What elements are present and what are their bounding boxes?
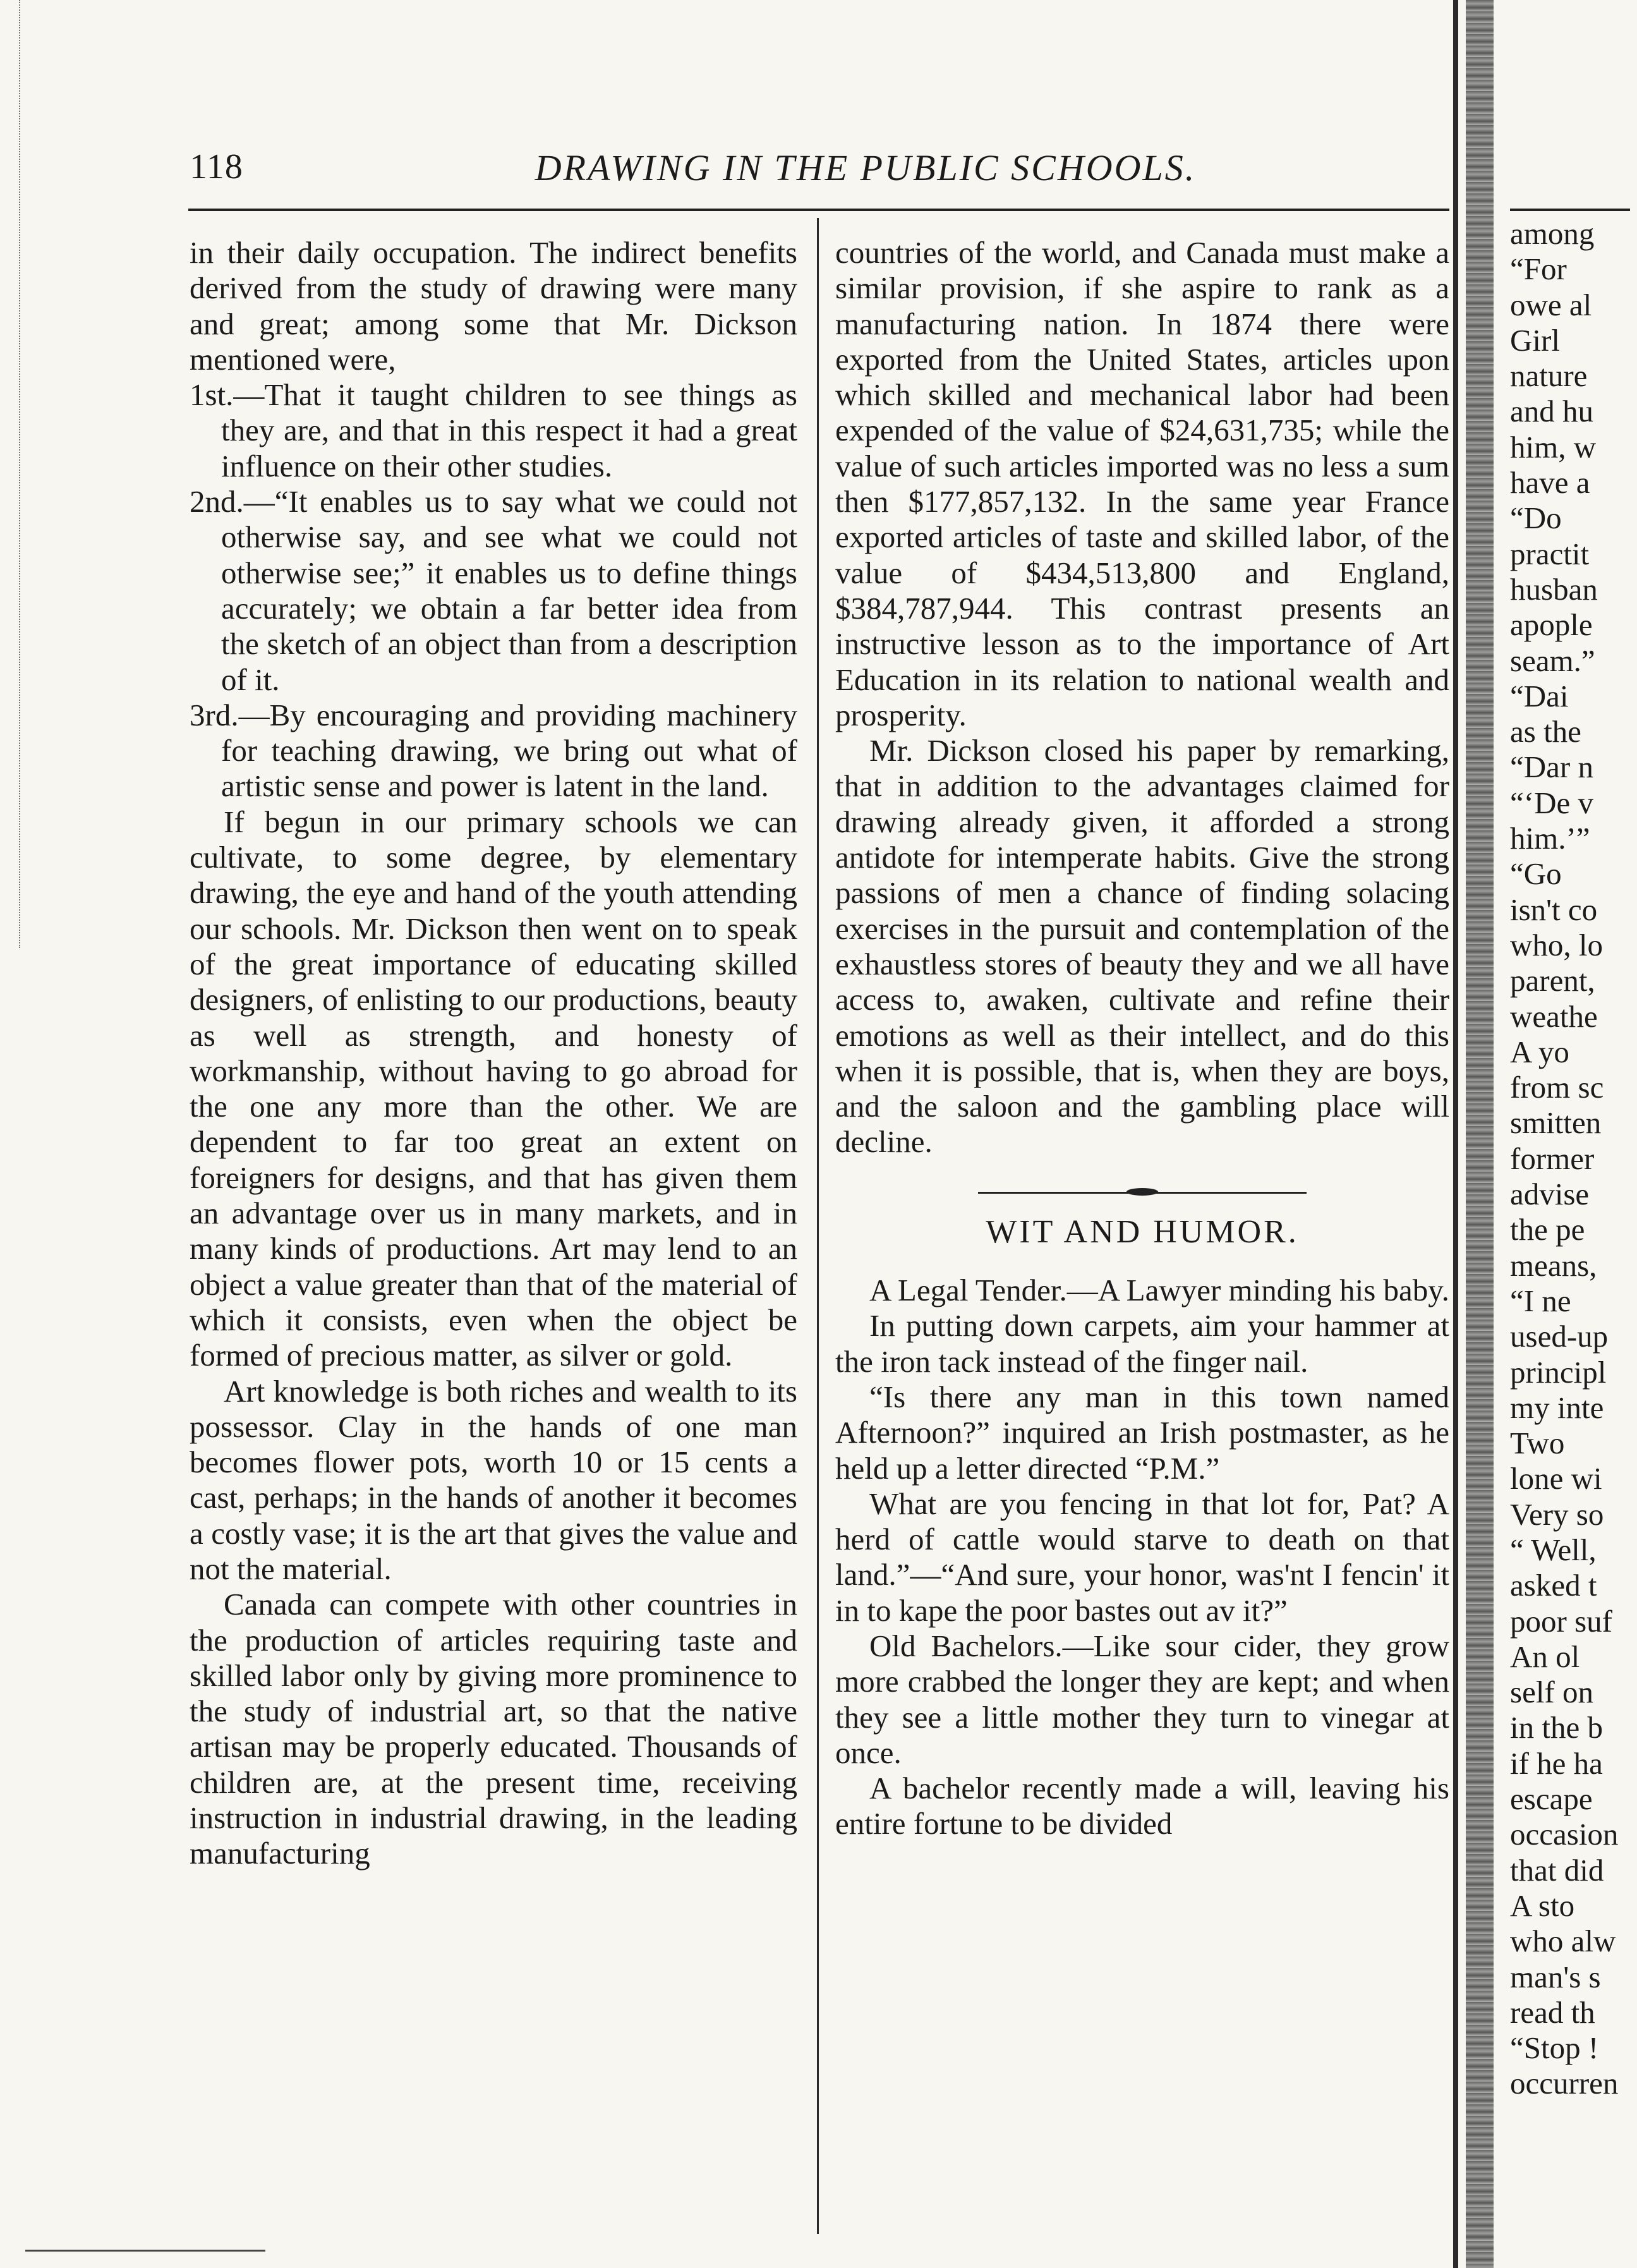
facing-page-line: parent, xyxy=(1510,963,1595,998)
list-number: 2nd.— xyxy=(190,484,275,519)
facing-page-line: An ol xyxy=(1510,1639,1580,1674)
facing-page-line: “ Well, xyxy=(1510,1532,1597,1567)
facing-page-line: escape xyxy=(1510,1781,1593,1817)
facing-page-line: man's s xyxy=(1510,1959,1601,1994)
facing-page-line: nature xyxy=(1510,358,1588,394)
middle-column xyxy=(835,235,1449,1842)
facing-page-line: occasion xyxy=(1510,1817,1619,1852)
facing-page-line: asked t xyxy=(1510,1568,1597,1603)
page-edge-left xyxy=(0,0,20,948)
facing-page-line: among xyxy=(1510,216,1595,251)
binding-edge xyxy=(1453,0,1458,2268)
facing-page-line: “Dai xyxy=(1510,678,1569,713)
column-divider xyxy=(817,218,819,2234)
running-title: DRAWING IN THE PUBLIC SCHOOLS. xyxy=(535,147,1197,188)
facing-page-line: if he ha xyxy=(1510,1745,1603,1781)
list-text: By encouraging and providing machinery for teaching drawing, we bring out what of artistic sense and power is latent in the land. xyxy=(221,697,797,804)
left-column xyxy=(190,235,797,1872)
facing-page-line: that did xyxy=(1510,1852,1604,1888)
facing-page-line: and hu xyxy=(1510,394,1593,429)
facing-page-line: used-up xyxy=(1510,1319,1609,1354)
facing-page-rule xyxy=(1510,209,1630,211)
facing-page-fragment xyxy=(1510,209,1637,2102)
facing-page-line: poor suf xyxy=(1510,1603,1612,1639)
header-rule xyxy=(188,209,1449,211)
facing-page-line: principl xyxy=(1510,1354,1607,1390)
facing-page-line: who, lo xyxy=(1510,927,1603,962)
wit-item: A bachelor recently made a will, leaving his entire fortune to be divided xyxy=(835,1771,1449,1841)
facing-page-line: my inte xyxy=(1510,1390,1604,1425)
facing-page-line: Very so xyxy=(1510,1496,1604,1532)
wit-item: In putting down carpets, aim your hammer at the iron tack instead of the finger nail. xyxy=(835,1308,1449,1379)
facing-page-line: “‘De v xyxy=(1510,785,1593,820)
wit-item: A Legal Tender.—A Lawyer minding his baby. xyxy=(869,1273,1449,1308)
benefits-list xyxy=(190,377,797,804)
facing-page-line: means, xyxy=(1510,1247,1597,1283)
facing-page-line: seam.” xyxy=(1510,643,1595,678)
opening-paragraph: in their daily occupation. The indirect benefits derived from the study of drawing were many and great; among some that Mr. Dickson mentioned were, xyxy=(190,235,797,377)
page-number: 118 xyxy=(190,147,243,186)
facing-page-line: apople xyxy=(1510,607,1593,643)
facing-page-line: Two xyxy=(1510,1426,1565,1461)
wit-item: Old Bachelors.—Like sour cider, they grow more crabbed the longer they are kept; and when they see a little mother they turn to vinegar at once. xyxy=(835,1628,1449,1770)
facing-page-line: “Go xyxy=(1510,856,1562,892)
list-item xyxy=(190,377,797,484)
paragraph: Art knowledge is both riches and wealth to its possessor. Clay in the hands of one man becomes flower pots, worth 10 or 15 cents a cast, perhaps; in the hands of another it becomes a costly vase; it is the art that gives the value and not the material. xyxy=(190,1373,797,1586)
list-number: 3rd.— xyxy=(190,697,270,732)
facing-page-line: smitten xyxy=(1510,1105,1602,1141)
list-text: That it taught children to see things as they are, and that in this respect it had a great influence on their other studies. xyxy=(221,377,797,483)
facing-page-line: advise xyxy=(1510,1177,1590,1212)
facing-page-line: “I ne xyxy=(1510,1283,1571,1318)
facing-page-line: the pe xyxy=(1510,1212,1585,1247)
facing-page-line: owe al xyxy=(1510,287,1592,322)
book-binding xyxy=(1466,0,1494,2268)
facing-page-line: practit xyxy=(1510,536,1590,571)
list-item xyxy=(190,698,797,804)
facing-page-line: “Dar n xyxy=(1510,749,1593,785)
facing-page-line: “Do xyxy=(1510,500,1562,536)
facing-page-line: isn't co xyxy=(1510,892,1598,927)
facing-page-line: as the xyxy=(1510,714,1581,749)
facing-page-line: A yo xyxy=(1510,1034,1569,1069)
list-text: “It enables us to say what we could not otherwise say, and see what we could not otherwise see;” it enables us to define things accurately; we obtain a far better idea from the sketch of an object than from a description of it. xyxy=(221,484,797,697)
list-number: 1st.— xyxy=(190,377,265,413)
facing-page-line: occurren xyxy=(1510,2066,1619,2101)
facing-page-line: “Stop ! xyxy=(1510,2030,1599,2066)
facing-page-line: read th xyxy=(1510,1994,1595,2030)
section-title: WIT AND HUMOR. xyxy=(986,1213,1299,1250)
facing-page-line: in the b xyxy=(1510,1710,1603,1745)
facing-page-line: former xyxy=(1510,1141,1595,1176)
bottom-edge-mark xyxy=(25,2250,265,2252)
facing-page-line: who alw xyxy=(1510,1924,1616,1959)
facing-page-line: husban xyxy=(1510,571,1598,607)
facing-page-line: Girl xyxy=(1510,322,1560,358)
facing-page-line: have a xyxy=(1510,465,1590,500)
facing-page-line: him.’” xyxy=(1510,821,1590,856)
list-item xyxy=(190,484,797,698)
facing-page-line: weathe xyxy=(1510,998,1598,1034)
paragraph: If begun in our primary schools we can cultivate, to some degree, by elementary drawing, the eye and hand of the youth attending our schools. Mr. Dickson then went on to speak of the great importance of educating skilled designers, of enlisting to our productions, beauty as well as strength, and honesty of workmanship, without having to go abroad for the one any more than the other. We are dependent to far too great an extent on foreigners for designs, and that has given them an advantage over us in many markets, and in many kinds of productions. Art may lend to an object a value greater than that of the material of which it consists, even when the object be formed of precious matter, as silver or gold. xyxy=(190,804,797,1373)
wit-item: “Is there any man in this town named Afternoon?” inquired an Irish postmaster, as he held up a letter directed “P.M.” xyxy=(835,1379,1449,1486)
wit-item: What are you fencing in that lot for, Pat? A herd of cattle would starve to death on that land.”—“And sure, your honor, was'nt I fencin' it in to kape the poor bastes out av it?” xyxy=(835,1486,1449,1628)
facing-page-line: lone wi xyxy=(1510,1461,1602,1496)
paragraph: countries of the world, and Canada must make a similar provision, if she aspire to rank as a manufacturing nation. In 1874 there were exported from the United States, articles upon which skilled and mechanical labor had been expended of the value of $24,631,735; while the value of such articles imported was no less a sum then $177,857,132. In the same year France exported articles of taste and skilled labor, of the value of $434,513,800 and England, $384,787,944. This contrast presents an instructive lesson as to the importance of Art Education in its relation to national wealth and prosperity. xyxy=(835,235,1449,732)
facing-page-line: “For xyxy=(1510,252,1567,287)
facing-page-line: self on xyxy=(1510,1675,1593,1710)
facing-page-line: A sto xyxy=(1510,1888,1575,1923)
paragraph: Mr. Dickson closed his paper by remarking, that in addition to the advantages claimed for drawing already given, it afforded a strong antidote for intemperate habits. Give the strong passions of men a chance of finding solacing exercises in the pursuit and contemplation of the exhaustless stores of beauty they and we all have access to, awaken, cultivate and refine their emotions as well as their intellect, and do this when it is possible, that is, when they are boys, and the saloon and the gambling place will decline. xyxy=(835,733,1449,1160)
facing-page-line: him, w xyxy=(1510,429,1597,464)
paragraph: Canada can compete with other countries in the production of articles requiring taste and skilled labor only by giving more prominence to the study of industrial art, so that the native artisan may be properly educated. Thousands of children are, at the present time, receiving instruction in industrial drawing, in the leading manufacturing xyxy=(190,1587,797,1871)
section-ornament xyxy=(978,1188,1307,1197)
facing-page-line: from sc xyxy=(1510,1070,1604,1105)
